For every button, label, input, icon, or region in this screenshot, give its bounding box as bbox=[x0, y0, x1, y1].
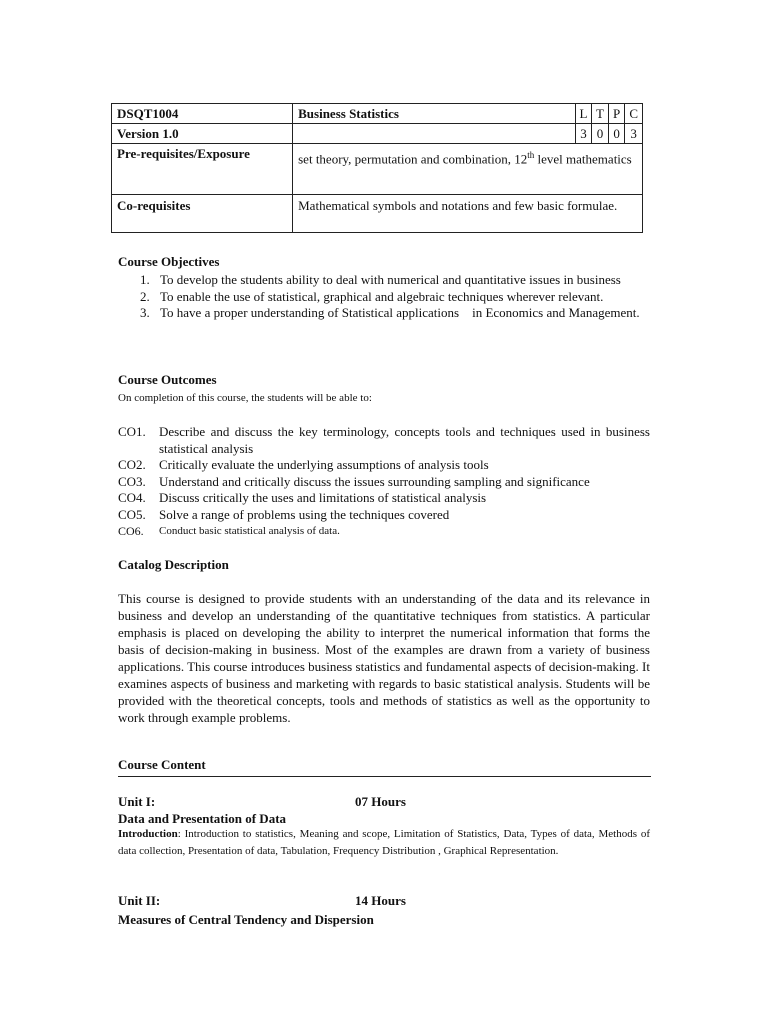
list-text: To have a proper understanding of Statistical applications in Economics and Management. bbox=[160, 305, 640, 320]
ltpc-label-t: T bbox=[592, 104, 609, 124]
list-item bbox=[118, 424, 650, 457]
prereq-value-post: level mathematics bbox=[534, 151, 632, 167]
unit-1-intro-text: : Introduction to statistics, Meaning and scope, Limitation of Statistics, Data, Types of data, Methods of data collection, Presentation of data, Tabulation, Frequency Distribution , Graphical Representation. bbox=[118, 828, 650, 857]
list-number: 3. bbox=[140, 305, 150, 320]
ltpc-label-c: C bbox=[625, 104, 643, 124]
unit-1-intro-label: Introduction bbox=[118, 828, 178, 840]
unit-2-hours: 14 Hours bbox=[355, 893, 406, 908]
list-item bbox=[118, 474, 650, 491]
list-item bbox=[118, 305, 650, 322]
unit-2-subtitle: Measures of Central Tendency and Dispersion bbox=[118, 912, 374, 927]
ltpc-label-p: P bbox=[608, 104, 625, 124]
list-item bbox=[118, 490, 650, 507]
outcome-code: CO4. bbox=[118, 490, 146, 505]
course-title: Business Statistics bbox=[293, 104, 576, 124]
list-item bbox=[118, 272, 650, 289]
catalog-title: Catalog Description bbox=[118, 557, 229, 572]
ltpc-value-p: 0 bbox=[608, 124, 625, 144]
outcomes-title: Course Outcomes bbox=[118, 372, 217, 387]
course-info-table bbox=[111, 103, 643, 233]
outcome-text: Understand and critically discuss the issues surrounding sampling and significance bbox=[159, 473, 590, 489]
list-item bbox=[118, 523, 650, 540]
list-number: 2. bbox=[140, 288, 150, 304]
list-item bbox=[118, 457, 650, 474]
list-item bbox=[118, 289, 650, 306]
prereq-label: Pre-requisites/Exposure bbox=[112, 144, 293, 195]
outcome-code: CO3. bbox=[118, 473, 146, 489]
ltpc-label-l: L bbox=[575, 104, 592, 124]
prereq-value-sup: th bbox=[527, 150, 535, 160]
outcome-code: CO2. bbox=[118, 457, 146, 472]
course-code: DSQT1004 bbox=[112, 104, 293, 124]
outcome-text: Discuss critically the uses and limitations of statistical analysis bbox=[159, 490, 487, 505]
outcome-code: CO6. bbox=[118, 524, 144, 538]
table-row bbox=[112, 144, 643, 195]
table-row bbox=[112, 124, 643, 144]
content-divider bbox=[118, 776, 651, 777]
objectives-title: Course Objectives bbox=[118, 254, 220, 269]
outcome-text: Critically evaluate the underlying assumptions of analysis tools bbox=[159, 457, 489, 472]
course-version: Version 1.0 bbox=[112, 124, 293, 144]
list-item bbox=[118, 507, 650, 524]
unit-1-label: Unit I: bbox=[118, 794, 156, 809]
unit-2-label: Unit II: bbox=[118, 893, 161, 908]
content-title: Course Content bbox=[118, 757, 206, 772]
ltpc-value-t: 0 bbox=[592, 124, 609, 144]
prereq-value-pre: set theory, permutation and combination, 12 bbox=[298, 151, 528, 167]
prereq-value bbox=[293, 144, 643, 195]
unit-1-description bbox=[118, 826, 650, 860]
table-row bbox=[112, 104, 643, 124]
ltpc-value-l: 3 bbox=[575, 124, 592, 144]
empty-cell bbox=[293, 124, 576, 144]
unit-1-subtitle: Data and Presentation of Data bbox=[118, 811, 287, 826]
outcomes-list bbox=[118, 424, 650, 540]
list-text: To develop the students ability to deal with numerical and quantitative issues in business bbox=[160, 272, 621, 287]
outcome-text: Conduct basic statistical analysis of data. bbox=[159, 525, 340, 537]
ltpc-value-c: 3 bbox=[625, 124, 643, 144]
outcome-code: CO5. bbox=[118, 506, 146, 522]
coreq-value: Mathematical symbols and notations and few basic formulae. bbox=[293, 195, 643, 233]
list-text: To enable the use of statistical, graphical and algebraic techniques wherever relevant. bbox=[160, 288, 604, 304]
table-row bbox=[112, 195, 643, 233]
list-number: 1. bbox=[140, 272, 150, 287]
outcome-text: Describe and discuss the key terminology, concepts tools and techniques used in business statistical analysis bbox=[159, 424, 650, 456]
outcome-text: Solve a range of problems using the techniques covered bbox=[159, 506, 450, 522]
coreq-label: Co-requisites bbox=[112, 195, 293, 233]
catalog-description: This course is designed to provide students with an understanding of the data and its relevance in business and develop an understanding of the quantitative techniques from statistics. A particular emphasis is placed on developing the ability to interpret the numerical information that forms the basis of decision-making in business. Most of the examples are drawn from a variety of business applications. This course introduces business statistics and fundamental aspects of decision-making. It examines aspects of business and marketing with regards to basic statistical analysis. Students will be provided with the theoretical concepts, tools and methods of statistics as well as the opportunity to work through example problems. bbox=[118, 591, 650, 725]
unit-1-hours: 07 Hours bbox=[355, 794, 406, 809]
outcomes-intro: On completion of this course, the students will be able to: bbox=[118, 392, 372, 404]
objectives-list bbox=[118, 272, 650, 322]
outcome-code: CO1. bbox=[118, 424, 146, 439]
